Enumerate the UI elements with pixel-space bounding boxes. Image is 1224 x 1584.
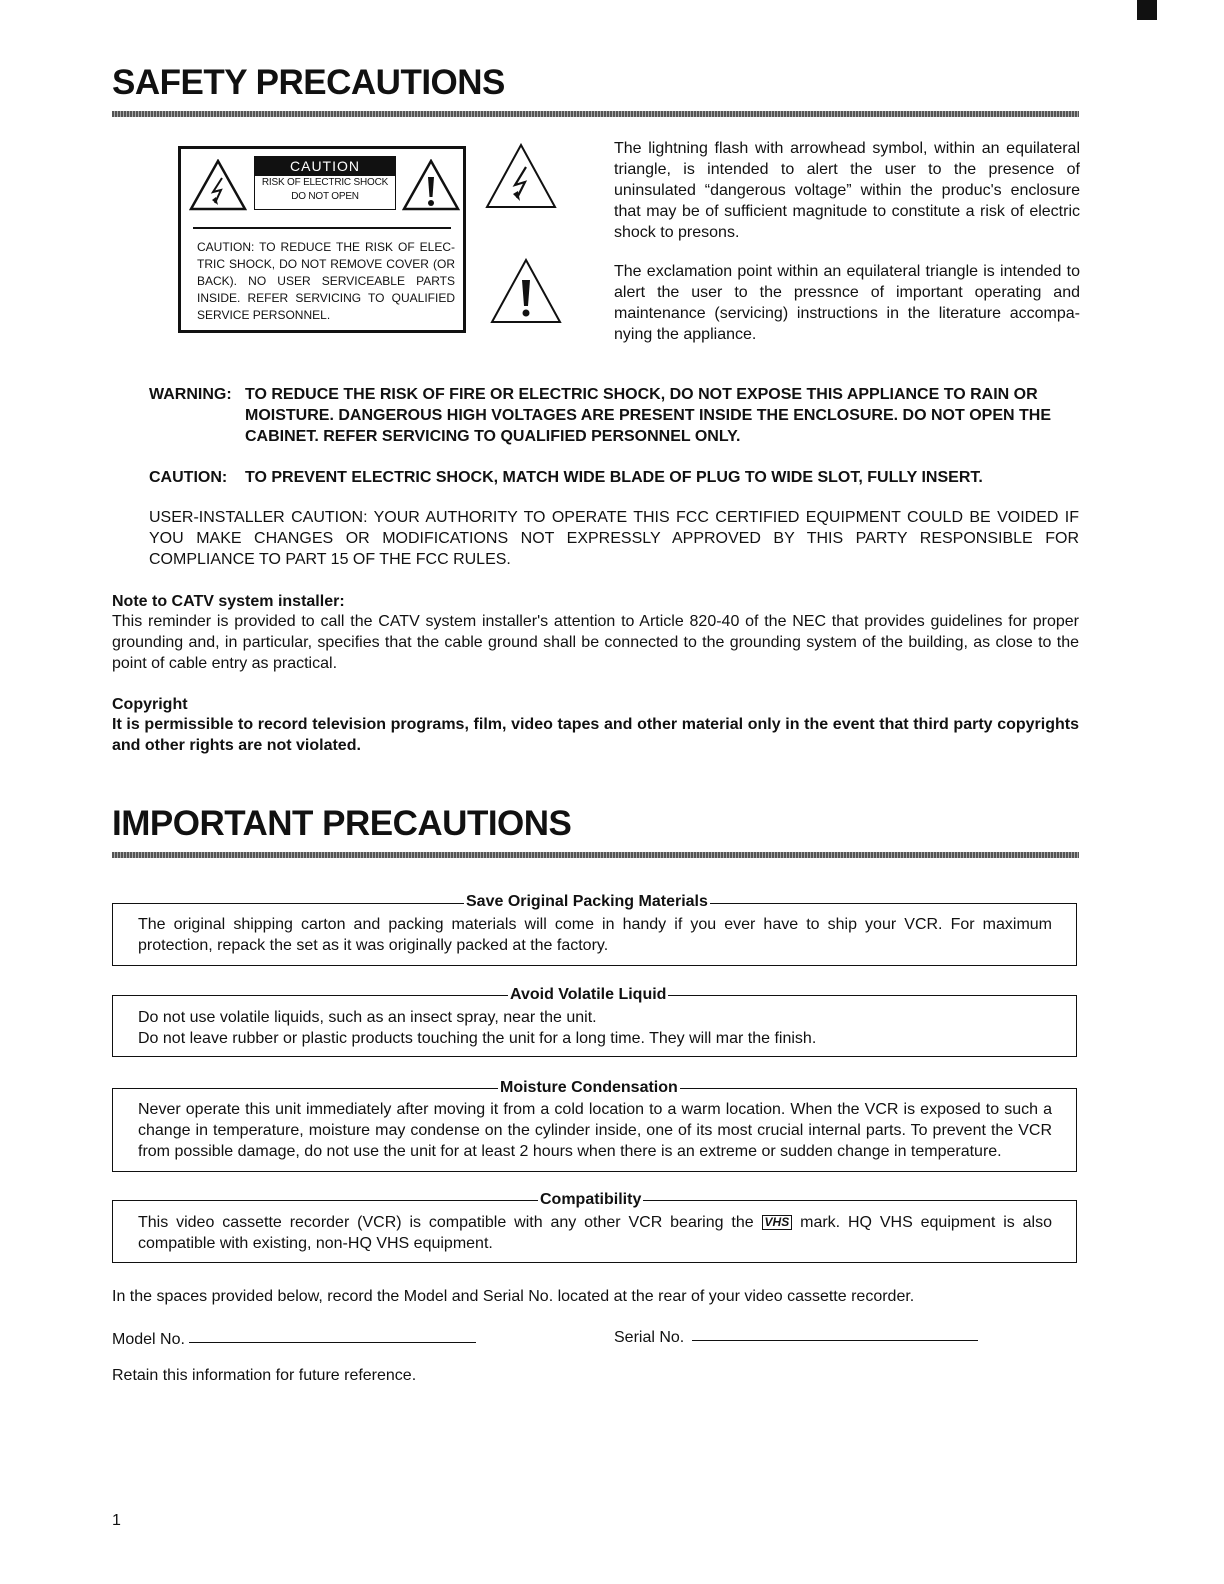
lightning-description: The lightning flash with arrowhead symbol, within an equilateral triangle, is intended to alert the user to the presence of uninsulated “dangerous voltage” within the produc's enclosure that may be of sufficient magnitude to constitute a risk of electric shock to presons. [614, 140, 1080, 241]
model-number-field[interactable] [189, 1342, 476, 1343]
caution-box-text: CAUTION: TO REDUCE THE RISK OF ELEC-TRIC SHOCK, DO NOT REMOVE COVER (OR BACK). NO USER SERVICEABLE PARTS INSIDE. REFER SERVICING TO QUALIFIED SERVICE PERSONNEL. [197, 240, 455, 322]
caution-sticker [254, 156, 396, 210]
caution-label-box [178, 146, 466, 333]
vhs-logo: VHS [762, 1215, 793, 1230]
moisture-box-title: Moisture Condensation [500, 1079, 678, 1096]
exclamation-description: The exclamation point within an equilateral triangle is intended to alert the user to the pressnce of important operating and maintenance (servicing) instructions in the literature accompa-nying the appliance. [614, 263, 1080, 343]
safety-title-rule [112, 111, 1079, 117]
moisture-box-text: Never operate this unit immediately after moving it from a cold location to a warm location. When the VCR is exposed to such a change in temperature, moisture may condense on the cylinder inside, one of its most crucial internal parts. To prevent the VCR from possible damage, do not use the unit for at least 2 hours when there is an extreme or sudden change in temperature. [138, 1101, 1052, 1160]
copyright-heading: Copyright [112, 696, 188, 713]
exclamation-symbol-icon [490, 258, 562, 324]
volatile-box-title: Avoid Volatile Liquid [510, 986, 667, 1003]
caution-sticker-line1: RISK OF ELECTRIC SHOCK [261, 177, 389, 188]
compatibility-box-text [138, 1212, 1052, 1254]
serial-label: Serial No. [614, 1329, 685, 1346]
caution-text: TO PREVENT ELECTRIC SHOCK, MATCH WIDE BLADE OF PLUG TO WIDE SLOT, FULLY INSERT. [245, 469, 983, 486]
model-label: Model No. [112, 1331, 185, 1348]
important-title: IMPORTANT PRECAUTIONS [112, 804, 572, 843]
important-title-rule [112, 852, 1079, 858]
caution-sticker-line2: DO NOT OPEN [291, 191, 359, 202]
corner-registration-mark [1137, 0, 1157, 20]
volatile-box-line2: Do not leave rubber or plastic products touching the unit for a long time. They will mar the finish. [138, 1030, 817, 1047]
warning-label: WARNING: [149, 386, 232, 403]
volatile-box-line1: Do not use volatile liquids, such as an insect spray, near the unit. [138, 1009, 597, 1026]
copyright-text: It is permissible to record television programs, film, video tapes and other material only in the event that third party copyrights and other rights are not violated. [112, 716, 1079, 754]
compatibility-text-after: mark. HQ VHS equipment is also compatible with existing, non-HQ VHS equipment. [138, 1214, 1053, 1252]
catv-text: This reminder is provided to call the CATV system installer's attention to Article 820-40 of the NEC that provides guidelines for proper grounding and, in particular, specifies that the cable ground shall be connected to the grounding system of the building, as close to the point of cable entry as practical. [112, 613, 1079, 672]
packing-box-title: Save Original Packing Materials [466, 893, 708, 910]
caution-box-divider [193, 227, 451, 229]
user-installer-caution: USER-INSTALLER CAUTION: YOUR AUTHORITY TO OPERATE THIS FCC CERTIFIED EQUIPMENT COULD BE VOIDED IF YOU MAKE CHANGES OR MODIFICATIONS NOT EXPRESSLY APPROVED BY THIS PARTY RESPONSIBLE FOR COMPLIANCE TO PART 15 OF THE FCC RULES. [149, 509, 1079, 568]
retain-note: Retain this information for future reference. [112, 1367, 417, 1384]
compatibility-text-before: This video cassette recorder (VCR) is compatible with any other VCR bearing the [138, 1214, 754, 1231]
caution-sticker-head: CAUTION [255, 157, 395, 176]
lightning-symbol-icon [485, 143, 557, 209]
safety-title: SAFETY PRECAUTIONS [112, 63, 505, 102]
catv-heading: Note to CATV system installer: [112, 593, 345, 610]
lightning-triangle-icon [189, 159, 247, 211]
warning-text: TO REDUCE THE RISK OF FIRE OR ELECTRIC SHOCK, DO NOT EXPOSE THIS APPLIANCE TO RAIN OR MOISTURE. DANGEROUS HIGH VOLTAGES ARE PRESENT INSIDE THE ENCLOSURE. DO NOT OPEN THE CABINET. REFER SERVICING TO QUALIFIED PERSONNEL ONLY. [245, 386, 1051, 445]
record-instruction: In the spaces provided below, record the Model and Serial No. located at the rear of your video cassette recorder. [112, 1288, 915, 1305]
compatibility-box-title: Compatibility [540, 1191, 642, 1208]
exclamation-triangle-icon [402, 159, 460, 211]
packing-box-text: The original shipping carton and packing materials will come in handy if you ever have to ship your VCR. For maximum protection, repack the set as it was originally packed at the factory. [138, 916, 1052, 954]
caution-label: CAUTION: [149, 469, 228, 486]
page-number: 1 [112, 1512, 121, 1529]
serial-number-field[interactable] [692, 1340, 978, 1341]
